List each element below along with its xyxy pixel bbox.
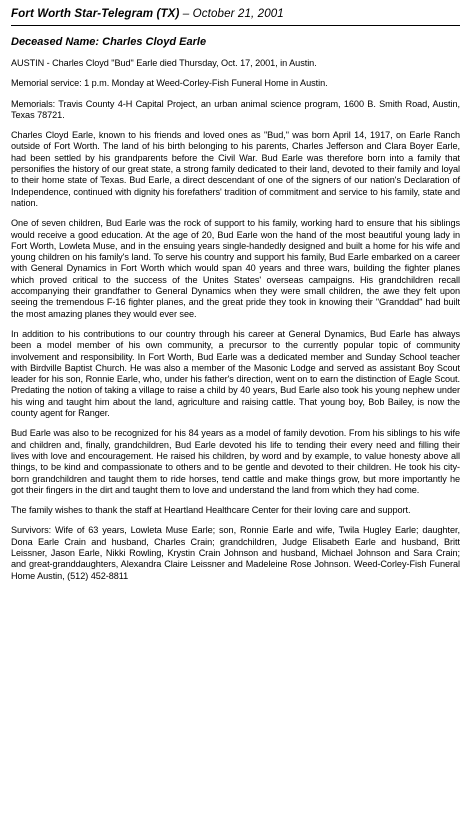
deceased-line [11, 36, 460, 49]
paragraph-biography-community: In addition to his contributions to our country through his career at General Dynamics, Bud Earle has always been a model member of his own community, a precursor to the currently popular topic of community involvement and responsibility. In Fort Worth, Bud Earle was a dedicated member and Sunday School teacher with Birdville Baptist Church. He was also a member of the Masonic Lodge and served as assistant Boy Scout leader for his son, Ronnie Earle, who, under his father's direction, went on to earn the distinction of Eagle Scout. Predating the notion of taking a village to raise a child by 40 years, Bud Earle also took his young nephew under his wing and taught him about the land, agriculture and raising cattle. That young boy, Bob Bailey, is now the county agent for Ranger. [11, 328, 460, 419]
paragraph-biography-family: Bud Earle was also to be recognized for his 84 years as a model of family devotion. From his siblings to his wife and children and, finally, grandchildren, Bud Earle devoted his life to tending their every need and filling their lives with love and encouragement. He raised his children, by word and by example, to value honesty above all things, to be kind and compassionate to others and to be gentle and devoted to their children. He took his city-born grandchildren and taught them to ride horses, tend cattle and make things grow, but more importantly he got their fingers in the dirt and taught them to love and understand the land from which they had come. [11, 428, 460, 495]
masthead: Fort Worth Star-Telegram (TX) – October 21, 2001 [11, 7, 284, 20]
publication-date: October 21, 2001 [192, 7, 284, 20]
paragraph-memorial-service: Memorial service: 1 p.m. Monday at Weed-Corley-Fish Funeral Home in Austin. [11, 78, 328, 89]
paragraph-biography-early-life: Charles Cloyd Earle, known to his friends and loved ones as "Bud," was born April 14, 1917, on Earle Ranch outside of Fort Worth. The land of his birth belonging to his parents, Charles Jefferson and Clara Boyer Earle, had been settled by his grandparents before the Civil War. Bud Earle was therefore born into a family that personifies the history of our great state, a strong family dedicated to their land, devoted to their family and loyal to their home state of Texas. Bud Earle, a direct descendant of one of the signers of our nation's Declaration of Independence, continued with dignity his forefathers' tradition of commitment and service to his family, state and nation. [11, 130, 460, 208]
deceased-label: Deceased Name: [11, 36, 100, 48]
obituary-text [11, 58, 460, 582]
paragraph-thanks: The family wishes to thank the staff at Heartland Healthcare Center for their loving care and support. [11, 505, 411, 516]
deceased-name: Charles Cloyd Earle [102, 36, 207, 48]
header-divider [11, 25, 460, 26]
publication-name: Fort Worth Star-Telegram (TX) [11, 7, 180, 20]
paragraph-survivors: Survivors: Wife of 63 years, Lowleta Muse Earle; son, Ronnie Earle and wife, Twila Hugley Earle; daughter, Dona Earle Crain and husband, Charles Crain; grandchildren, Judge Elisabeth Earle and husband, Britt Leissner, Jason Earle, Nikki Rowling, Krystin Crain Johnson and husband, Michael Johnson and Sara Crain; and great-granddaughters, Alexandra Claire Leissner and Madeleine Rose Johnson. Weed-Corley-Fish Funeral Home Austin, (512) 452-8811 [11, 525, 460, 581]
paragraph-biography-career: One of seven children, Bud Earle was the rock of support to his family, working hard to ensure that his siblings would receive a good education. At the age of 20, Bud Earle won the hand of the most beautiful young lady in Fort Worth, Lowleta Muse, and in the ensuing years single-handedly designed and built a home for his wife and young children on his family's land. To serve his country and support his family, Bud Earle embarked on a career with General Dynamics in Fort Worth which would span 40 years and three wars, building the fighter planes which proved critical to the success of the Unites States' overseas campaigns. His grandchildren recall accompanying their grandfather to General Dynamics when they were small children, the awe they felt upon seeing the tremendous F-16 fighter planes, and the great pride they took in knowing their "Granddad" had built the most amazing planes they would ever see. [11, 218, 460, 319]
paragraph-memorials: Memorials: Travis County 4-H Capital Project, an urban animal science program, 1600 B. Smith Road, Austin, Texas 78721. [11, 98, 460, 120]
paragraph-announcement: AUSTIN - Charles Cloyd "Bud" Earle died Thursday, Oct. 17, 2001, in Austin. [11, 58, 317, 68]
